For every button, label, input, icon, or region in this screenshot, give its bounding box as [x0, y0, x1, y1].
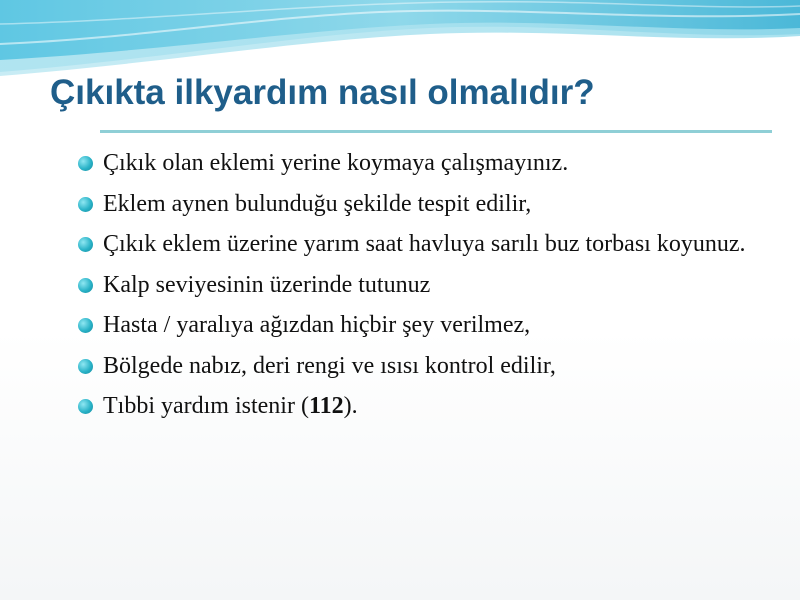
- bullet-text: Eklem aynen bulunduğu şekilde tespit edilir,: [103, 190, 532, 217]
- bullet-item: [78, 189, 758, 219]
- bullet-dot-icon: [78, 237, 93, 252]
- bullet-item: [78, 229, 758, 259]
- bullet-dot-icon: [78, 197, 93, 212]
- bullet-dot-icon: [78, 278, 93, 293]
- bullet-item: [78, 351, 758, 381]
- bullet-dot-icon: [78, 359, 93, 374]
- bullet-dot-icon: [78, 318, 93, 333]
- bullet-text: Çıkık olan eklemi yerine koymaya çalışmayınız.: [103, 150, 569, 176]
- bullet-item: [78, 270, 758, 300]
- title-divider: [100, 130, 772, 133]
- bullet-text-suffix: ).: [343, 393, 358, 419]
- bullet-list: [78, 148, 758, 432]
- wave-header-decoration: [0, 0, 800, 80]
- bullet-text-prefix: Tıbbi yardım istenir (: [103, 393, 309, 419]
- bullet-item: [78, 148, 758, 178]
- emergency-number: 112: [308, 393, 344, 419]
- bullet-text: Çıkık eklem üzerine yarım saat havluya sarılı buz torbası koyunuz.: [103, 231, 746, 257]
- bullet-item: [78, 310, 758, 340]
- bullet-item: [78, 391, 758, 421]
- bullet-text: Kalp seviyesinin üzerinde tutunuz: [103, 271, 431, 298]
- bullet-dot-icon: [78, 156, 93, 171]
- bullet-text: Bölgede nabız, deri rengi ve ısısı kontrol edilir,: [103, 352, 556, 379]
- bullet-text: Hasta / yaralıya ağızdan hiçbir şey verilmez,: [103, 312, 531, 338]
- slide-title: Çıkıkta ilkyardım nasıl olmalıdır?: [50, 73, 595, 112]
- bullet-dot-icon: [78, 399, 93, 414]
